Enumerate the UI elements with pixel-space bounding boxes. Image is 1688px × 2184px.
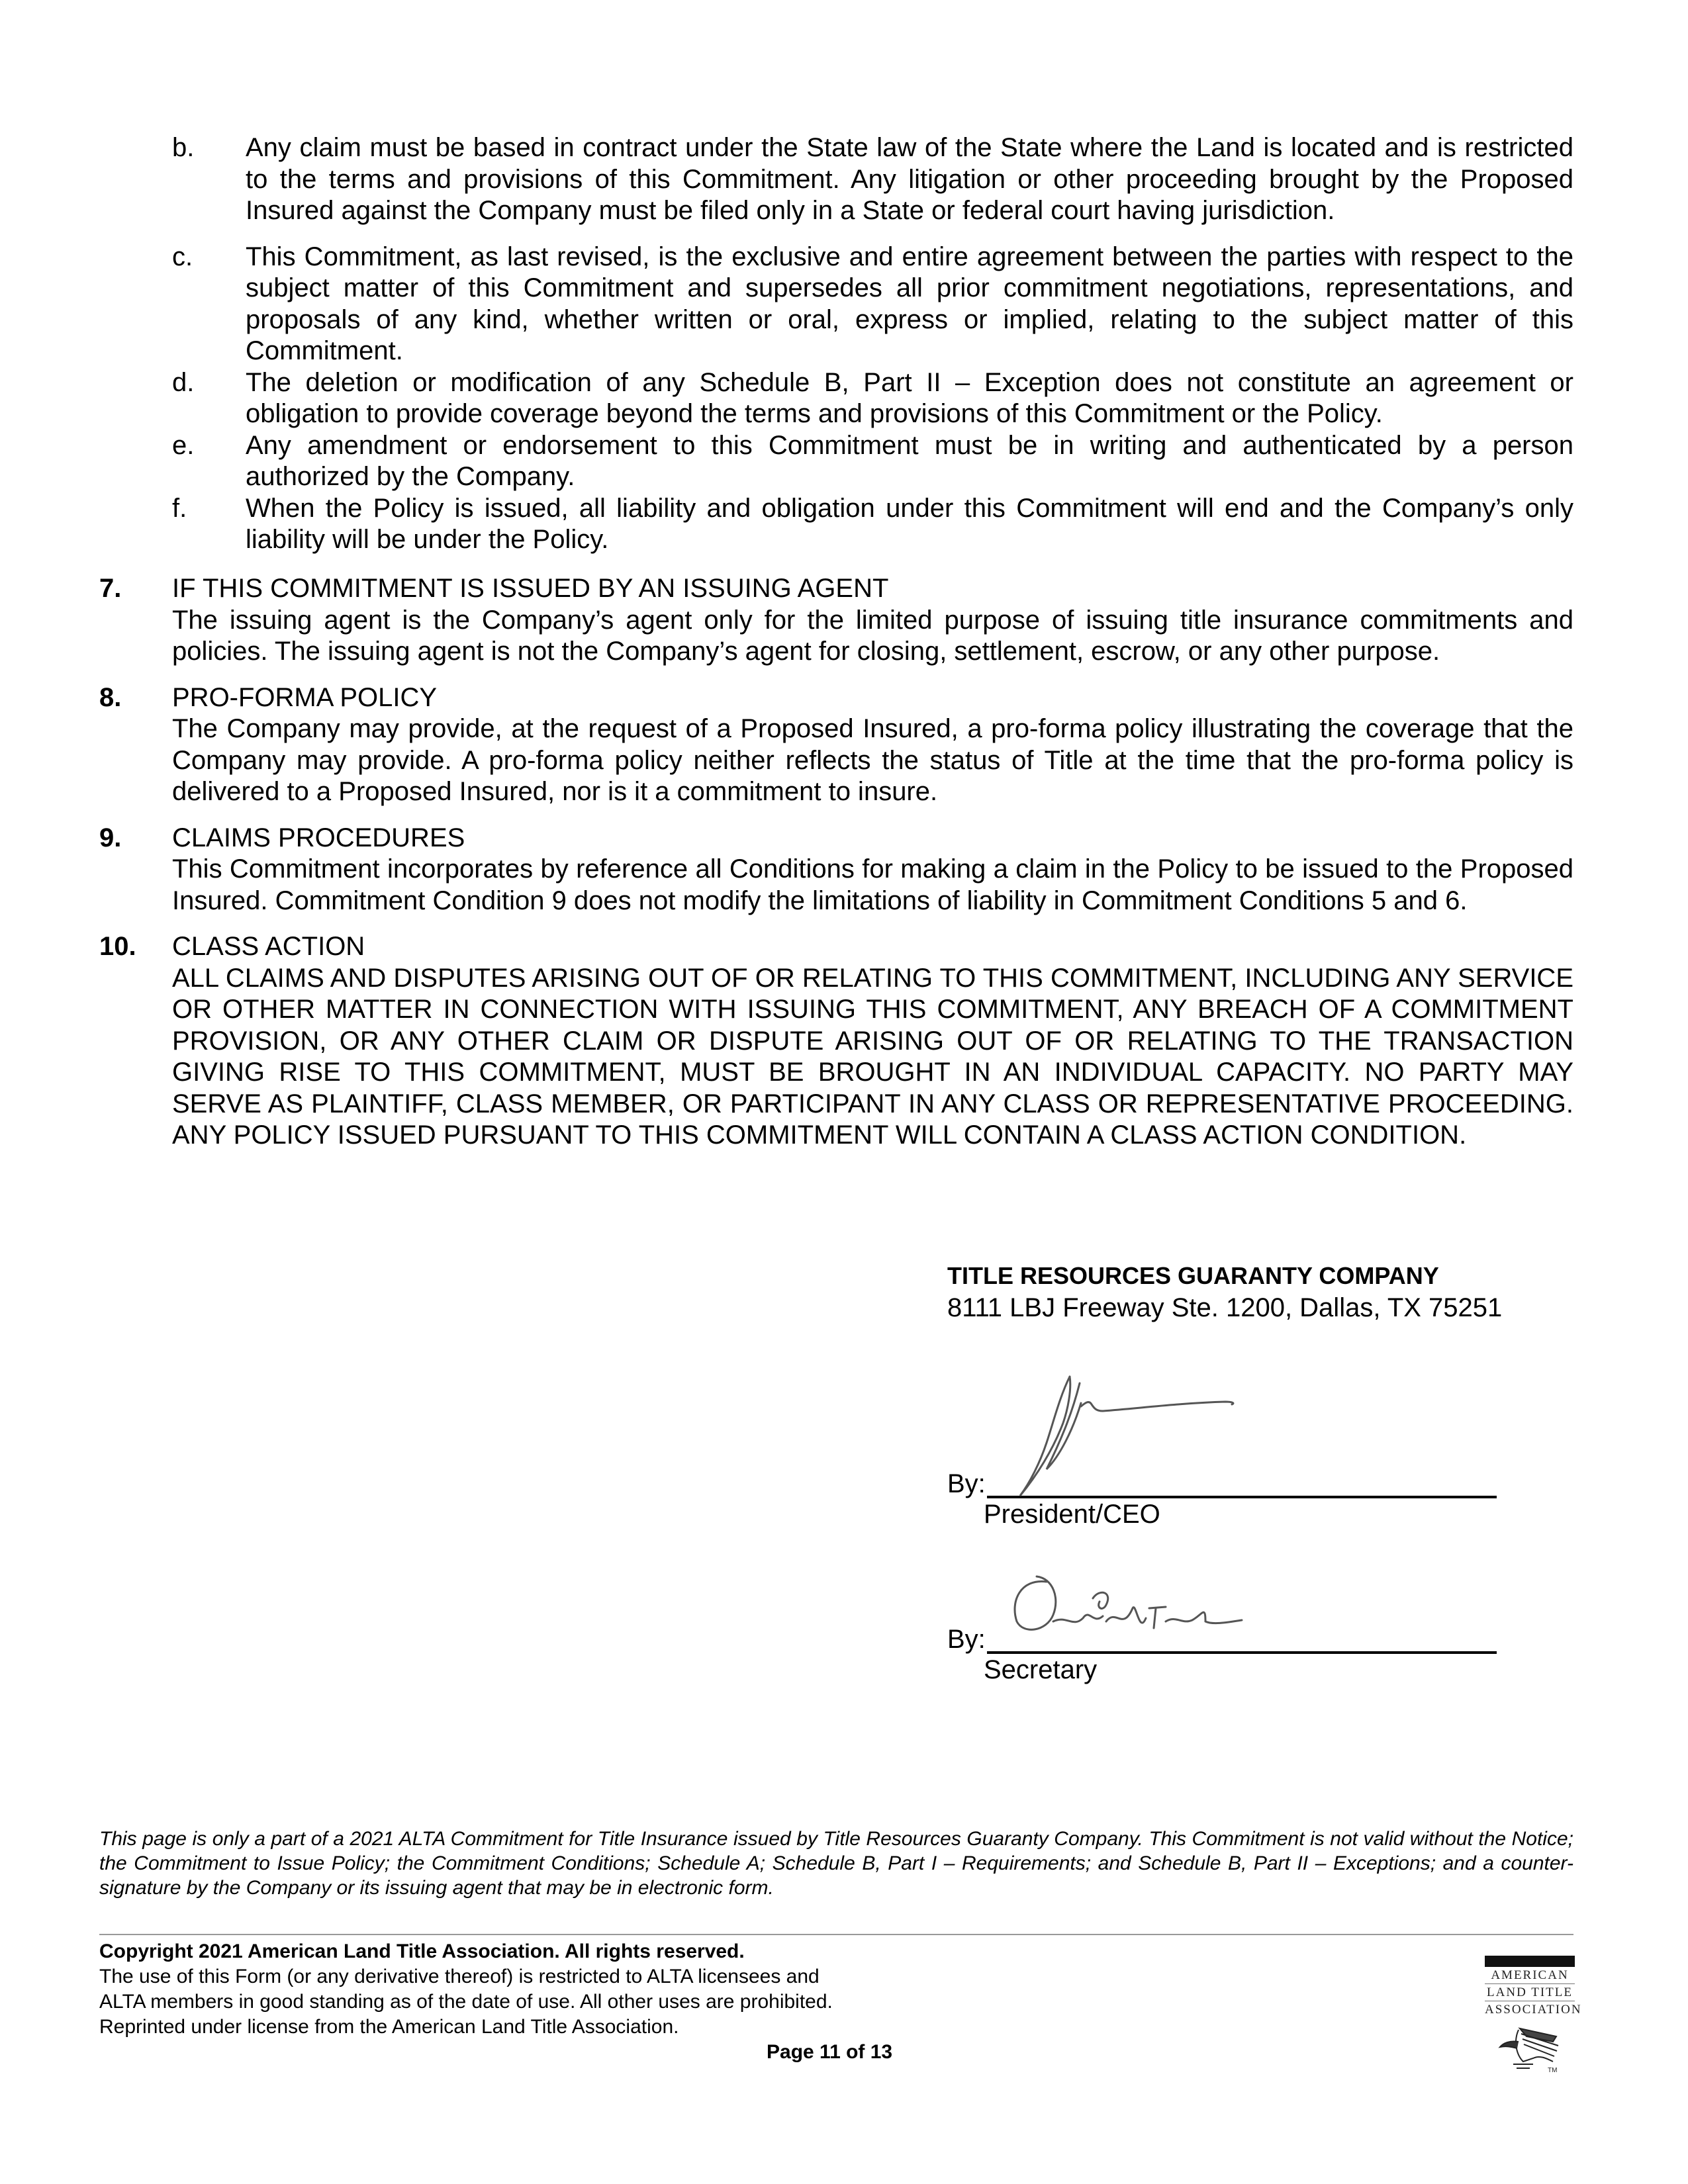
company-name: TITLE RESOURCES GUARANTY COMPANY	[947, 1262, 1439, 1289]
item-text: When the Policy is issued, all liability and obligation under this Commitment will end and the Company’s only liability will be under the Policy.	[246, 493, 1573, 554]
footer-divider	[99, 1934, 1573, 1935]
section-text: The issuing agent is the Company’s agent only for the limited purpose of issuing title insurance commitments and policies. The issuing agent is not the Company’s agent for closing, settlement, escrow, or any other purpose.	[172, 605, 1573, 666]
item-label: e.	[172, 430, 195, 460]
section-number: 10.	[99, 932, 136, 961]
section-text: This Commitment incorporates by reference all Conditions for making a claim in the Policy to be issued to the Proposed Insured. Commitment Condition 9 does not modify the limitations of liability in Commitment Conditions 5 and 6.	[172, 854, 1573, 915]
license-line: Reprinted under license from the American Land Title Association.	[99, 2016, 679, 2038]
signature-president	[947, 1370, 1497, 1530]
license-line: The use of this Form (or any derivative thereof) is restricted to ALTA licensees and	[99, 1966, 820, 1987]
section-heading: IF THIS COMMITMENT IS ISSUED BY AN ISSUING AGENT	[172, 574, 889, 603]
item-text: Any amendment or endorsement to this Commitment must be in writing and authenticated by a person authorized by the Company.	[246, 430, 1573, 491]
condition-item-f	[172, 493, 1573, 556]
signature-image	[1007, 1569, 1285, 1648]
condition-item-d	[172, 367, 1573, 430]
item-label: c.	[172, 242, 193, 271]
item-label: f.	[172, 493, 187, 523]
logo-line: LAND TITLE	[1487, 1985, 1573, 1999]
item-text: This Commitment, as last revised, is the exclusive and entire agreement between the parties with respect to the subject matter of this Commitment and supersedes all prior commitment negotiations, representations, and proposals of any kind, whether written or oral, express or implied, relating to the subject matter of this Commitment.	[246, 242, 1573, 365]
trademark-mark: TM	[1548, 2067, 1558, 2074]
logo-line: ASSOCIATION	[1485, 2003, 1582, 2017]
section-7	[99, 573, 1573, 668]
section-text: The Company may provide, at the request of a Proposed Insured, a pro-forma policy illustrating the coverage that the Company may provide. A pro-forma policy neither reflects the status of Title at the time that the pro-forma policy is delivered to a Proposed Insured, nor is it a commitment to insure.	[172, 714, 1573, 806]
logo-line: AMERICAN	[1491, 1968, 1569, 1982]
alta-logo	[1485, 1956, 1582, 2075]
company-block	[947, 1260, 1502, 1324]
logo-bar	[1485, 1956, 1575, 1967]
item-text: The deletion or modification of any Schedule B, Part II – Exception does not constitute an agreement or obligation to provide coverage beyond the terms and provisions of this Commitment or the Policy.	[246, 367, 1573, 428]
numbered-sections	[99, 573, 1573, 1166]
section-9	[99, 823, 1573, 917]
license-line: ALTA members in good standing as of the date of use. All other uses are prohibited.	[99, 1991, 833, 2013]
signature-image	[1007, 1370, 1285, 1502]
signer-role: President/CEO	[984, 1500, 1160, 1529]
item-label: b.	[172, 133, 195, 162]
by-label: By:	[947, 1469, 986, 1498]
section-10	[99, 931, 1573, 1152]
section-number: 7.	[99, 574, 122, 603]
item-text: Any claim must be based in contract under the State law of the State where the Land is located and is restricted to the terms and provisions of this Commitment. Any litigation or other proceeding brought by the Proposed Insured against the Company must be filed only in a State or federal court having jurisdiction.	[246, 133, 1573, 225]
section-number: 9.	[99, 823, 122, 852]
condition-item-b	[172, 132, 1573, 227]
section-8	[99, 682, 1573, 808]
item-label: d.	[172, 367, 195, 397]
signer-role: Secretary	[984, 1655, 1098, 1684]
copyright-block	[99, 1939, 833, 2040]
section-heading: CLAIMS PROCEDURES	[172, 823, 465, 852]
page-number: Page 11 of 13	[767, 2041, 893, 2063]
validity-notice: This page is only a part of a 2021 ALTA Commitment for Title Insurance issued by Title Resources Guaranty Company. This Commitment is not valid without the Notice; the Commitment to Issue Policy; the Commitment Conditions; Schedule A; Schedule B, Part I – Requirements; and Schedule B, Part II – Exceptions; and a counter-signature by the Company or its issuing agent that may be in electronic form.	[99, 1828, 1573, 1899]
section-text: ALL CLAIMS AND DISPUTES ARISING OUT OF OR RELATING TO THIS COMMITMENT, INCLUDING ANY SERVICE OR OTHER MATTER IN CONNECTION WITH ISSUING THIS COMMITMENT, ANY BREACH OF A COMMITMENT PROVISION, OR ANY OTHER CLAIM OR DISPUTE ARISING OUT OF OR RELATING TO THE TRANSACTION GIVING RISE TO THIS COMMITMENT, MUST BE BROUGHT IN AN INDIVIDUAL CAPACITY. NO PARTY MAY SERVE AS PLAINTIFF, CLASS MEMBER, OR PARTICIPANT IN ANY CLASS OR REPRESENTATIVE PROCEEDING. ANY POLICY ISSUED PURSUANT TO THIS COMMITMENT WILL CONTAIN A CLASS ACTION CONDITION.	[172, 963, 1573, 1150]
by-label: By:	[947, 1625, 986, 1654]
condition-item-e	[172, 430, 1573, 493]
copyright-line: Copyright 2021 American Land Title Association. All rights reserved.	[99, 1940, 745, 1962]
company-address: 8111 LBJ Freeway Ste. 1200, Dallas, TX 75251	[947, 1293, 1503, 1322]
section-heading: PRO-FORMA POLICY	[172, 682, 438, 712]
section-heading: CLASS ACTION	[172, 932, 365, 961]
eagle-icon	[1493, 2022, 1566, 2075]
section-number: 8.	[99, 682, 122, 712]
lettered-conditions	[172, 132, 1573, 556]
condition-item-c	[172, 242, 1573, 367]
signature-secretary	[947, 1562, 1497, 1686]
